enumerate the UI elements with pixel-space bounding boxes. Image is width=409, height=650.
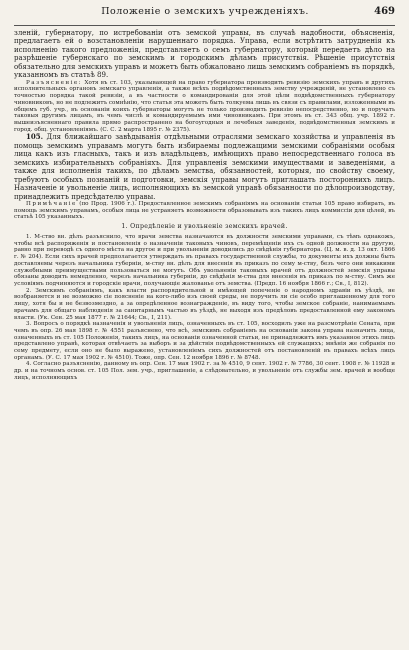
header-rule [14, 25, 395, 26]
commentary-item-4: 4. Согласно разъясненію, данному въ опр. Сен. 17 мая 1902 г. за № 4510, 9 сент. 1902 г. № 7786, 30 сент. 1908 г. № 11928 и др. и на точномъ основ. ст. 105 Пол. зем. учр., приглашеніе, а слѣдовательно, и увольненіе отъ службы зем. врачей и вообще лицъ, исполняющихъ [14, 361, 395, 381]
article-105 [14, 133, 395, 201]
article-number: 105. [26, 132, 44, 142]
section-title: 1. Опредѣленіе и увольненіе земскихъ врачей. [121, 223, 288, 231]
commentary-item-3: 3. Вопросъ о порядкѣ назначенія и увольненія лицъ, означенныхъ въ ст. 105, восходилъ уже на разсмотрѣніе Сената, при чемъ въ опр. 26 мая 1898 г. № 4551 разъяснено, что всѣ, земскимъ собраніемъ на основаніи закона управа назначить лица, означенныхъ въ ст. 105 Положенія, такихъ лицъ, на основаніи означенной статьи, не принадлежитъ имъ указанное этихъ лицъ представлено управѣ, которая отвѣчаетъ за выборъ и за дѣйствія подвѣдомственныхъ ей служащихъ; мнѣнія же собранія по сему предмету, если оно не было выражено, установленіемъ сихъ должностей отъ постановленій въ правахъ всѣхъ лицъ органамъ. (У. С. 17 мая 1902 г. № 4510). Тоже, опр. Сен. 12 ноября 1896 г. № 8748. [14, 321, 395, 361]
clarification-paragraph [14, 80, 395, 134]
clarification-text: Хотя въ ст. 103, указывающей на право губернатора производить ревизію земскихъ управъ и другихъ исполнительныхъ органовъ земскаго управленія, а также всѣхъ подвѣдомственныхъ земству учрежденій, не установлено съ точностью порядка такой ревизіи, а въ частности о командированіи для этой цѣли подвѣдомственныхъ губернатору чиновниковъ, но не подлежитъ сомнѣнію, что статья эта можетъ быть толкуема лишь въ связи съ правилами, изложенными въ общемъ губ. учр., въ основаніи коихъ губернаторы могутъ не только производить ревизію непосредственно, но и поручать таковыя другимъ лицамъ, въ чемъ числѣ и командируемымъ ими чиновникамъ. При этомъ въ ст. 343 общ. учр. 1892 г. вышеизъясненнаго правила прямо распространено на богоугодныя и лечебныя заведенія, подвѣдомственныя земскимъ и город. общ. установленіямъ. (С. С. 2 марта 1895 г. № 2375). [14, 79, 395, 133]
note-label: Примѣчаніе [26, 200, 77, 207]
article-text: Для ближайшаго завѣдыванія отдѣльными отраслями земскаго хозяйства и управленія въ помощь земскимъ управамъ могутъ быть избираемы подлежащими земскими собраніями особыя лица какъ изъ гласныхъ, такъ и изъ владѣльцевъ, имѣющихъ право непосредственнаго голоса въ земскихъ избирательныхъ собраніяхъ. Для управленія земскими имуществами и заведеніями, а также для исполненія такихъ, по дѣламъ земства, обязанностей, которыя, по свойству своему, требуютъ особыхъ познаній и подготовки, земскія управы могутъ приглашать постороннихъ лицъ. Назначеніе и увольненіе лицъ, исполняющихъ въ земской управѣ обязанности по дѣлопроизводству, принадлежитъ предсѣдателю управы. [14, 133, 395, 201]
clarification-label: Разъясненіе: [26, 79, 83, 86]
paragraph-continuation: зленій, губернатору, по истребованіи отъ земской управы, въ случаѣ надобности, объясненія, предлагаетъ ей о возстановленіи нарушеннаго порядка. Управа, если встрѣтитъ затрудненія къ исполненію такого предложенія, представляетъ о семъ губернатору, который передаетъ дѣло на разрѣшеніе губернскаго по земскимъ и городскимъ дѣламъ присутствія. Рѣшеніе присутствія обязательно для земскихъ управъ и можетъ быть обжаловано лишь земскимъ собраніемъ въ порядкѣ, указанномъ въ статьѣ 89. [14, 29, 395, 80]
page-header [14, 6, 395, 24]
running-title: Положеніе о земскихъ учрежденіяхъ. [101, 6, 309, 17]
note-text: (по Прод. 1906 г.). Предоставленное земскимъ собраніямъ на основаніи статьи 105 право избирать, въ помощь земскимъ управамъ, особыя лица не устраняетъ возможности образовывать изъ такихъ лицъ коммиссіи для цѣлей, въ статьѣ 105 указанныхъ. [14, 200, 395, 221]
note-paragraph [14, 201, 395, 221]
commentary-item-2: 2. Земскимъ собраніямъ, какъ власти распорядительной и имѣющей попеченіе о народномъ здравіи въ уѣздѣ, не возбраняется и не возможно сіе поясненіе на кого-либо изъ своей среды, не поручить ли сіе особо приглашенному для того лицу, хотя бы и не безвозмездно, а за опредѣленное вознагражденіе, въ виду того, чтобы земское собраніе, нанимаемымъ врачамъ для общаго наблюденія за санитарнымъ частью въ уѣздѣ, не выходя изъ предѣловъ предоставленной ему закономъ власти. (Ук. Сен. 25 мая 1877 г. № 21644; Св., I, 211). [14, 287, 395, 321]
page-number: 469 [374, 6, 395, 17]
commentary-item-1: 1. М-ство вн. дѣлъ разъяснило, что врачи земства назначаются въ должности земскими управами, съ тѣмъ однакожъ, чтобы всѣ распоряженія и постановленія о назначеніи таковыхъ чиновъ, перемѣщеніи ихъ съ одной должности на другую, равно при переводѣ съ одного мѣста на другое и при увольненіи доводились до свѣдѣнія губернатора. (Ц. м. в. д. 13 окт. 1866 г. № 204). Если сихъ врачей предполагается утверждать въ правахъ государственной службы, то документы ихъ должны быть доставляемы черезъ начальника губерніи, м-ству вн. дѣлъ для внесенія въ приказъ по сему м-ству, безъ чего они никакими служебными преимуществами пользоваться не могутъ. Объ увольненіи таковыхъ врачей отъ должностей земскія управы обязаны доводить немедленно, черезъ начальника губерніи, до свѣдѣнія м-ства для внесенія въ приказъ по м-ству. Симъ же условіямъ подчиняются и городскіе врачи, получающіе жалованье отъ земства. (Предп. 16 ноября 1866 г.; Св., I, 812). [14, 234, 395, 287]
